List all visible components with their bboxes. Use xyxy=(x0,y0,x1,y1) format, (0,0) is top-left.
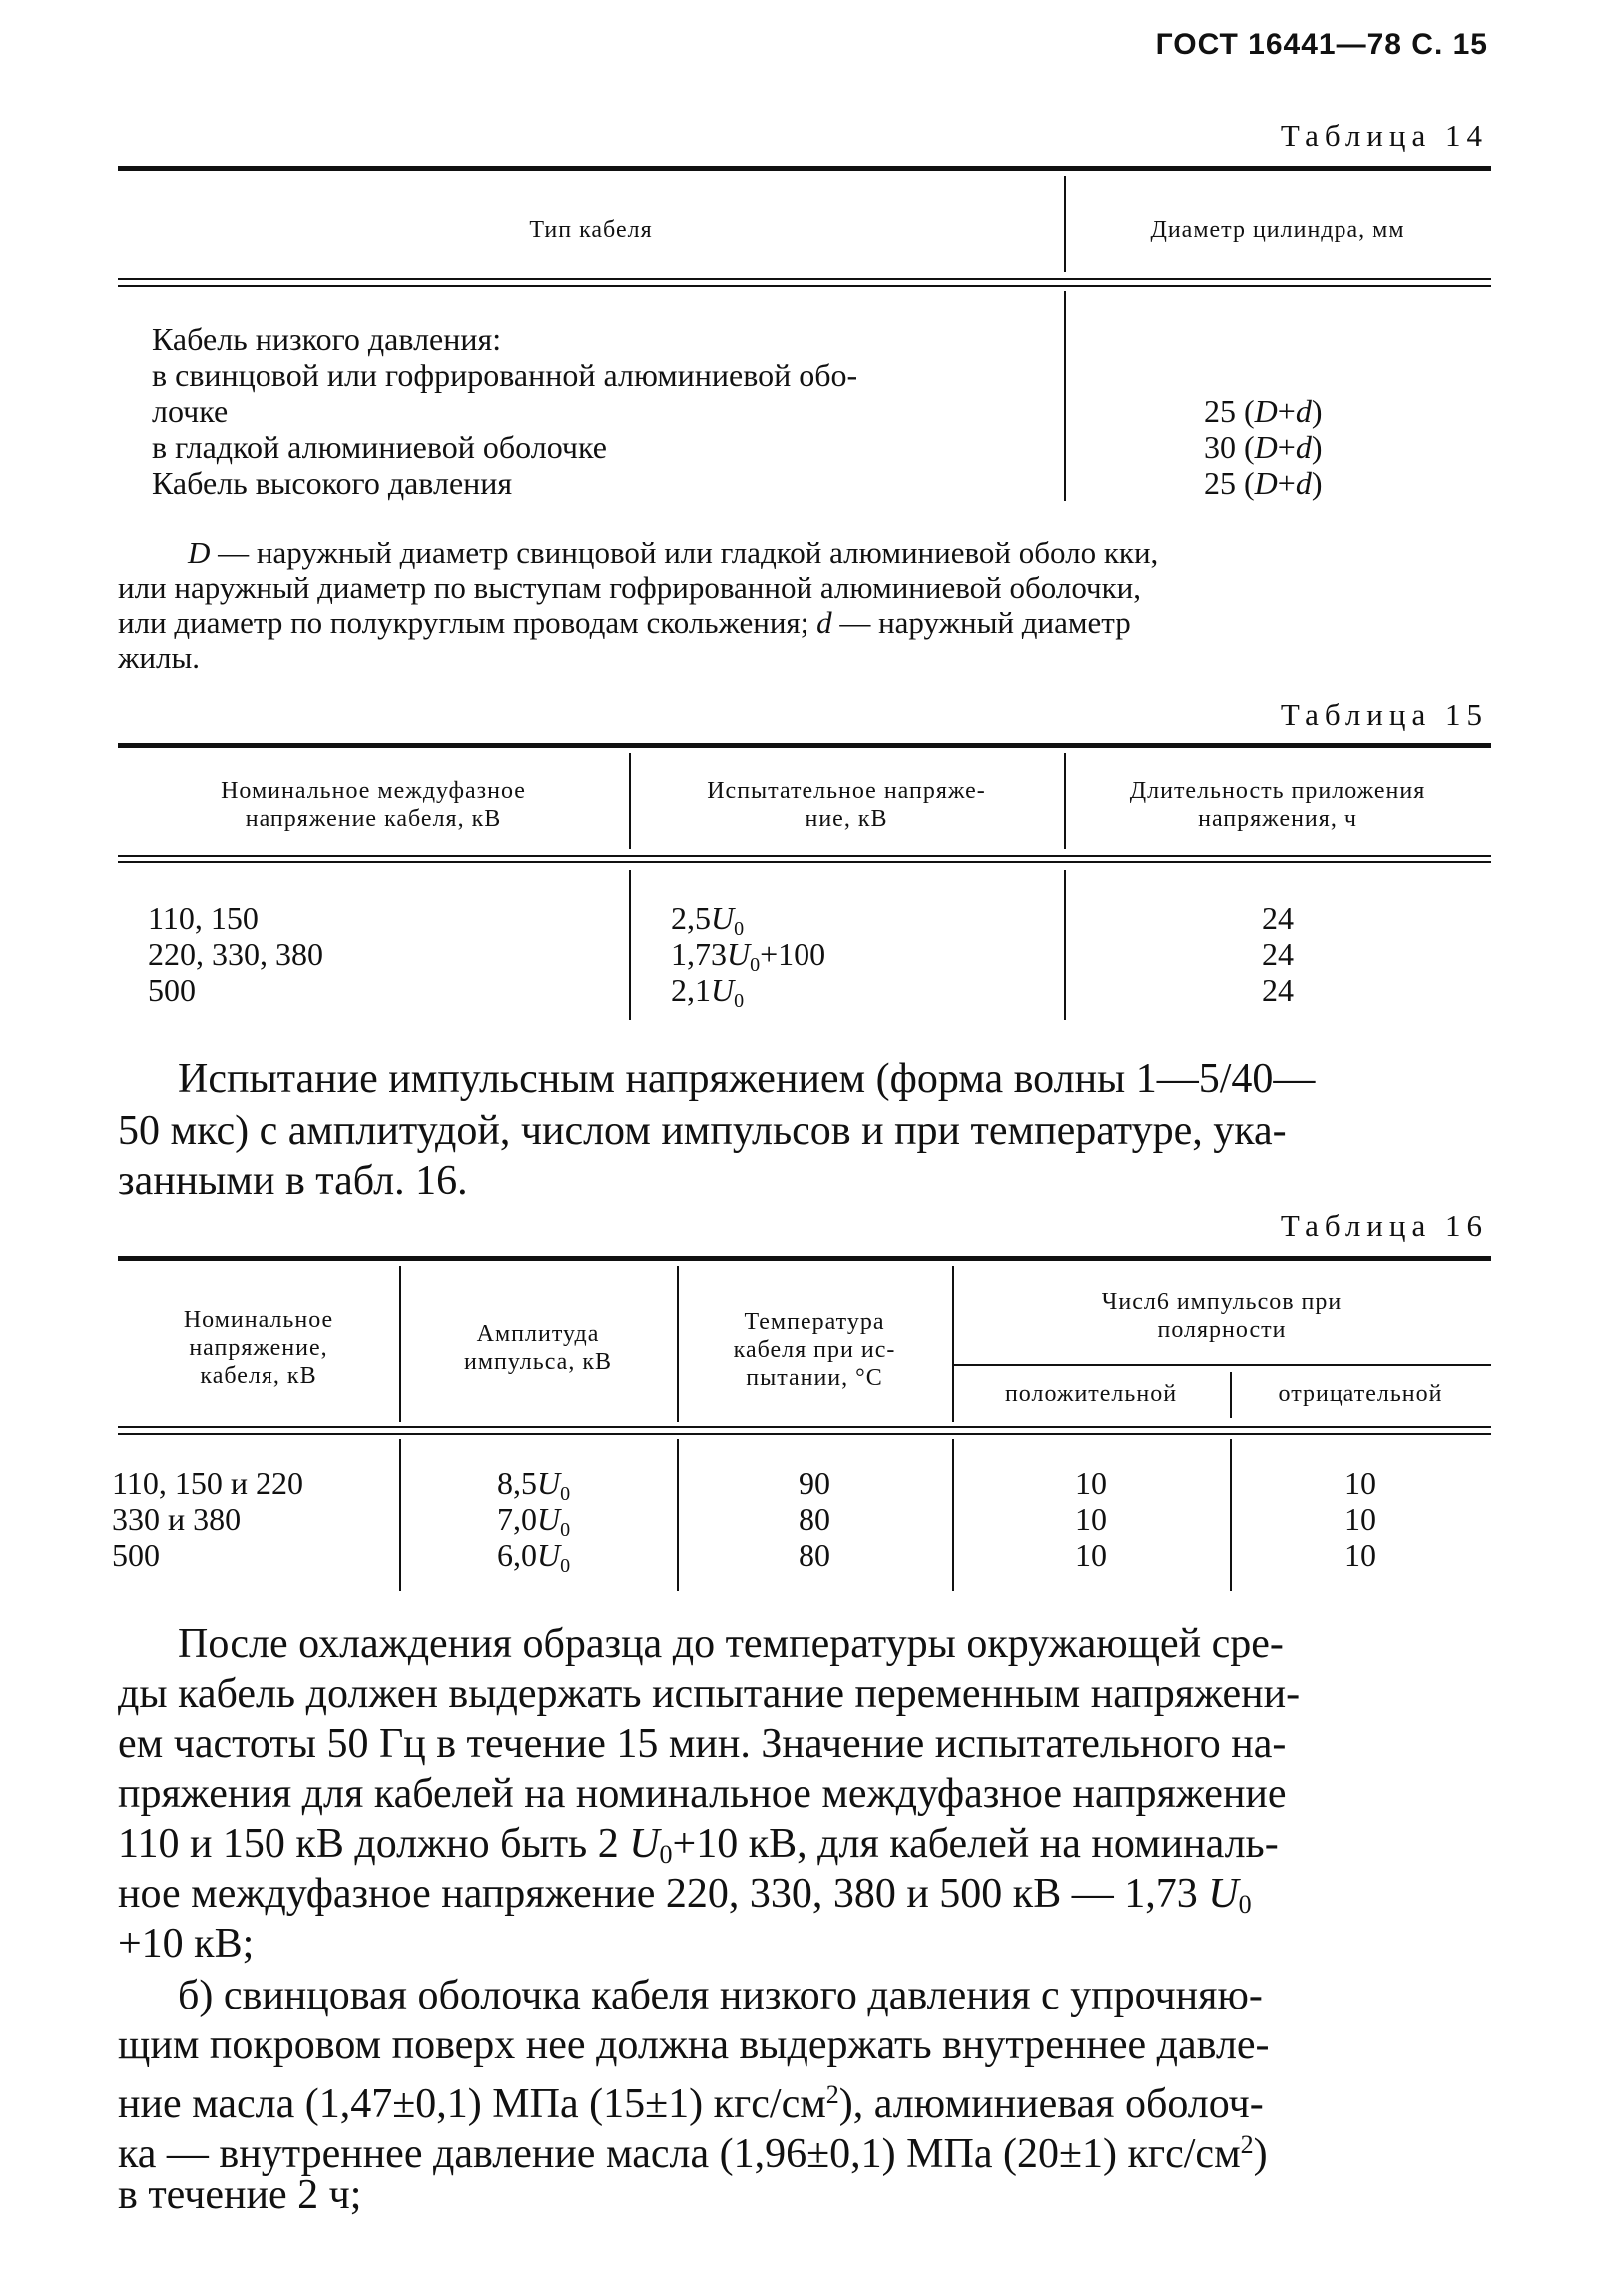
value-subscript: 0 xyxy=(560,1519,571,1541)
value-symbol: U xyxy=(711,900,735,936)
paragraph-text: ние масла (1,47±0,1) МПа (15±1) кгс/см xyxy=(118,2081,826,2127)
paragraph-text: +10 кВ, для кабелей на номиналь- xyxy=(672,1821,1279,1867)
table-16-col-pulse-count-header xyxy=(952,1288,1491,1344)
note-text: или диаметр по полукруглым проводам скольжения; xyxy=(118,605,817,640)
header-line: Номинальное xyxy=(183,1307,334,1333)
table-16-cell-voltage-3: 500 xyxy=(112,1537,160,1573)
table-15-cell-test-3 xyxy=(671,972,744,1019)
table-14-value-2 xyxy=(1204,429,1322,465)
table-15-col-test-voltage-header xyxy=(629,777,1064,833)
header-line: кабеля при ис- xyxy=(733,1337,896,1363)
paragraph-line: в течение 2 ч; xyxy=(118,2172,362,2218)
table-16-cell-negative-3: 10 xyxy=(1344,1537,1376,1573)
header-line: напряжения, ч xyxy=(1198,806,1357,832)
table-15-caption: Таблица 15 xyxy=(1280,697,1488,732)
table-16-col-positive-header: положительной xyxy=(1004,1381,1178,1407)
table-14-note-line-4: жилы. xyxy=(118,640,201,675)
table-15-body-divider-1 xyxy=(629,870,631,1020)
paragraph-line: +10 кВ; xyxy=(118,1921,255,1967)
table-15-cell-voltage-3: 500 xyxy=(148,972,196,1008)
table-14-top-rule xyxy=(118,166,1491,171)
value-text: + xyxy=(1277,465,1296,501)
table-15-header-rule xyxy=(118,855,1491,863)
table-14-header-rule xyxy=(118,278,1491,287)
paragraph-line: ды кабель должен выдержать испытание переменным напряжени- xyxy=(118,1671,1301,1717)
table-15-col-voltage-header xyxy=(118,777,629,833)
value-text: D xyxy=(1254,465,1278,501)
header-line: напряжение, xyxy=(189,1335,328,1361)
value-subscript: 0 xyxy=(750,954,761,976)
table-16-cell-positive-3: 10 xyxy=(1075,1537,1107,1573)
value-text: 25 ( xyxy=(1204,465,1255,501)
table-16-cell-temperature-2: 80 xyxy=(799,1501,830,1537)
table-16-cell-negative-2: 10 xyxy=(1344,1501,1376,1537)
header-line: Номинальное междуфазное xyxy=(221,778,526,804)
table-15-cell-duration-3: 24 xyxy=(1262,972,1294,1008)
value-symbol: U xyxy=(537,1537,561,1573)
header-line: Температура xyxy=(744,1309,885,1335)
value-text: 1,73 xyxy=(671,936,727,972)
paragraph-line: б) свинцовая оболочка кабеля низкого давления с упрочняю- xyxy=(178,1973,1263,2018)
header-line: пытании, °С xyxy=(746,1365,883,1391)
table-16-cell-temperature-1: 90 xyxy=(799,1465,830,1501)
table-15-cell-duration-1: 24 xyxy=(1262,900,1294,936)
table-14-row-lead-a: в свинцовой или гофрированной алюминиевой обо- xyxy=(152,357,858,393)
value-subscript: 0 xyxy=(659,1840,673,1869)
table-14-col-diameter-header: Диаметр цилиндра, мм xyxy=(1150,217,1405,243)
paragraph-line: занными в табл. 16. xyxy=(118,1158,468,1204)
paragraph-line: пряжения для кабелей на номинальное междуфазное напряжение xyxy=(118,1771,1287,1817)
value-text: ) xyxy=(1311,429,1323,465)
table-14-row-low-pressure: Кабель низкого давления: xyxy=(152,321,502,357)
table-14-row-lead-b: лочке xyxy=(152,393,229,429)
table-14-note-line-1 xyxy=(188,535,1158,570)
value-text: d xyxy=(1295,465,1312,501)
paragraph-line: После охлаждения образца до температуры окружающей сре- xyxy=(178,1621,1284,1667)
table-16-cell-temperature-3: 80 xyxy=(799,1537,830,1573)
table-16-polarity-rule xyxy=(952,1364,1491,1366)
value-text: + xyxy=(1277,393,1296,429)
table-15-cell-voltage-2: 220, 330, 380 xyxy=(148,936,323,972)
value-text: 2,5 xyxy=(671,900,711,936)
header-line: Длительность приложения xyxy=(1129,778,1426,804)
paragraph-line: щим покровом поверх нее должна выдержать внутреннее давле- xyxy=(118,2022,1270,2068)
table-16-col-temperature-header xyxy=(677,1308,952,1392)
table-14-row-smooth: в гладкой алюминиевой оболочке xyxy=(152,429,607,465)
paragraph-line: ем частоты 50 Гц в течение 15 мин. Значение испытательного на- xyxy=(118,1721,1287,1767)
table-15-cell-voltage-1: 110, 150 xyxy=(148,900,259,936)
paragraph-text: ка — внутреннее давление масла (1,96±0,1) МПа (20±1) кгс/см xyxy=(118,2131,1241,2177)
table-14-value-1 xyxy=(1204,393,1322,429)
paragraph-text: ), алюминиевая оболоч- xyxy=(838,2081,1264,2127)
table-16-header-rule xyxy=(118,1426,1491,1435)
value-text: D xyxy=(1254,393,1278,429)
value-symbol: U xyxy=(727,936,751,972)
paragraph-text: ное междуфазное напряжение 220, 330, 380 и 500 кВ — 1,73 xyxy=(118,1871,1209,1917)
value-subscript: 0 xyxy=(560,1483,571,1505)
value-text: +100 xyxy=(760,936,826,972)
header-line: Амплитуда xyxy=(476,1321,600,1347)
header-line: Испытательное напряже- xyxy=(707,778,986,804)
header-line: импульса, кВ xyxy=(463,1349,612,1375)
table-16-caption: Таблица 16 xyxy=(1280,1208,1488,1243)
header-line: напряжение кабеля, кВ xyxy=(245,806,502,832)
paragraph-text: ) xyxy=(1253,2131,1268,2177)
note-symbol: d xyxy=(816,605,832,640)
value-text: 8,5 xyxy=(497,1465,537,1501)
header-line: полярности xyxy=(1157,1317,1287,1343)
value-subscript: 0 xyxy=(1238,1890,1252,1919)
paragraph-line xyxy=(118,1821,1279,1878)
note-symbol: D xyxy=(188,535,211,570)
table-14-value-3 xyxy=(1204,465,1322,501)
table-16-body-divider-1 xyxy=(399,1439,401,1591)
paragraph-line xyxy=(118,2072,1264,2127)
table-16-cell-amplitude-3 xyxy=(497,1537,570,1584)
value-symbol: U xyxy=(629,1821,660,1867)
value-text: d xyxy=(1295,393,1312,429)
table-16-col-voltage-header xyxy=(118,1306,399,1390)
value-text: ) xyxy=(1311,465,1323,501)
table-15-top-rule xyxy=(118,743,1491,748)
value-subscript: 0 xyxy=(560,1555,571,1577)
value-text: 2,1 xyxy=(671,972,711,1008)
paragraph-line: Испытание импульсным напряжением (форма волны 1—5/40— xyxy=(178,1056,1316,1102)
table-16-top-rule xyxy=(118,1256,1491,1261)
note-text: — наружный диаметр свинцовой или гладкой алюминиевой оболо кки, xyxy=(210,535,1159,570)
value-subscript: 0 xyxy=(734,990,745,1012)
table-14-row-high-pressure: Кабель высокого давления xyxy=(152,465,513,501)
value-text: + xyxy=(1277,429,1296,465)
value-text: d xyxy=(1295,429,1312,465)
value-symbol: U xyxy=(711,972,735,1008)
table-16-cell-voltage-2: 330 и 380 xyxy=(112,1501,242,1537)
value-text: 7,0 xyxy=(497,1501,537,1537)
table-15-col-duration-header xyxy=(1064,777,1491,833)
paragraph-line xyxy=(118,2122,1268,2177)
superscript: 2 xyxy=(825,2080,839,2109)
paragraph-line xyxy=(118,1871,1252,1928)
superscript: 2 xyxy=(1240,2130,1254,2159)
table-16-cell-voltage-1: 110, 150 и 220 xyxy=(112,1465,303,1501)
table-16-cell-negative-1: 10 xyxy=(1344,1465,1376,1501)
table-14-caption: Таблица 14 xyxy=(1280,118,1488,153)
paragraph-line: 50 мкс) с амплитудой, числом импульсов и при температуре, ука- xyxy=(118,1108,1287,1154)
table-16-cell-positive-2: 10 xyxy=(1075,1501,1107,1537)
value-text: 6,0 xyxy=(497,1537,537,1573)
header-line: ние, кВ xyxy=(805,806,888,832)
value-symbol: U xyxy=(1208,1871,1239,1917)
table-15-cell-duration-2: 24 xyxy=(1262,936,1294,972)
table-16-cell-positive-1: 10 xyxy=(1075,1465,1107,1501)
header-line: кабеля, кВ xyxy=(200,1363,317,1389)
value-symbol: U xyxy=(537,1501,561,1537)
value-text: 30 ( xyxy=(1204,429,1255,465)
table-14-note-line-3 xyxy=(118,605,1131,640)
value-text: ) xyxy=(1311,393,1323,429)
page-header: ГОСТ 16441—78 С. 15 xyxy=(1155,28,1488,61)
table-16-col-amplitude-header xyxy=(399,1320,677,1376)
table-14-col-type-header: Тип кабеля xyxy=(529,217,653,243)
value-subscript: 0 xyxy=(734,918,745,940)
value-symbol: U xyxy=(537,1465,561,1501)
paragraph-text: 110 и 150 кВ должно быть 2 xyxy=(118,1821,630,1867)
table-14-note-line-2: или наружный диаметр по выступам гофрированной алюминиевой оболочки, xyxy=(118,570,1142,605)
table-14-body-divider xyxy=(1064,291,1066,501)
value-text: 25 ( xyxy=(1204,393,1255,429)
note-text: — наружный диаметр xyxy=(831,605,1131,640)
table-16-col-negative-header: отрицательной xyxy=(1278,1381,1443,1407)
value-text: D xyxy=(1254,429,1278,465)
header-line: Числ6 импульсов при xyxy=(1101,1289,1343,1315)
